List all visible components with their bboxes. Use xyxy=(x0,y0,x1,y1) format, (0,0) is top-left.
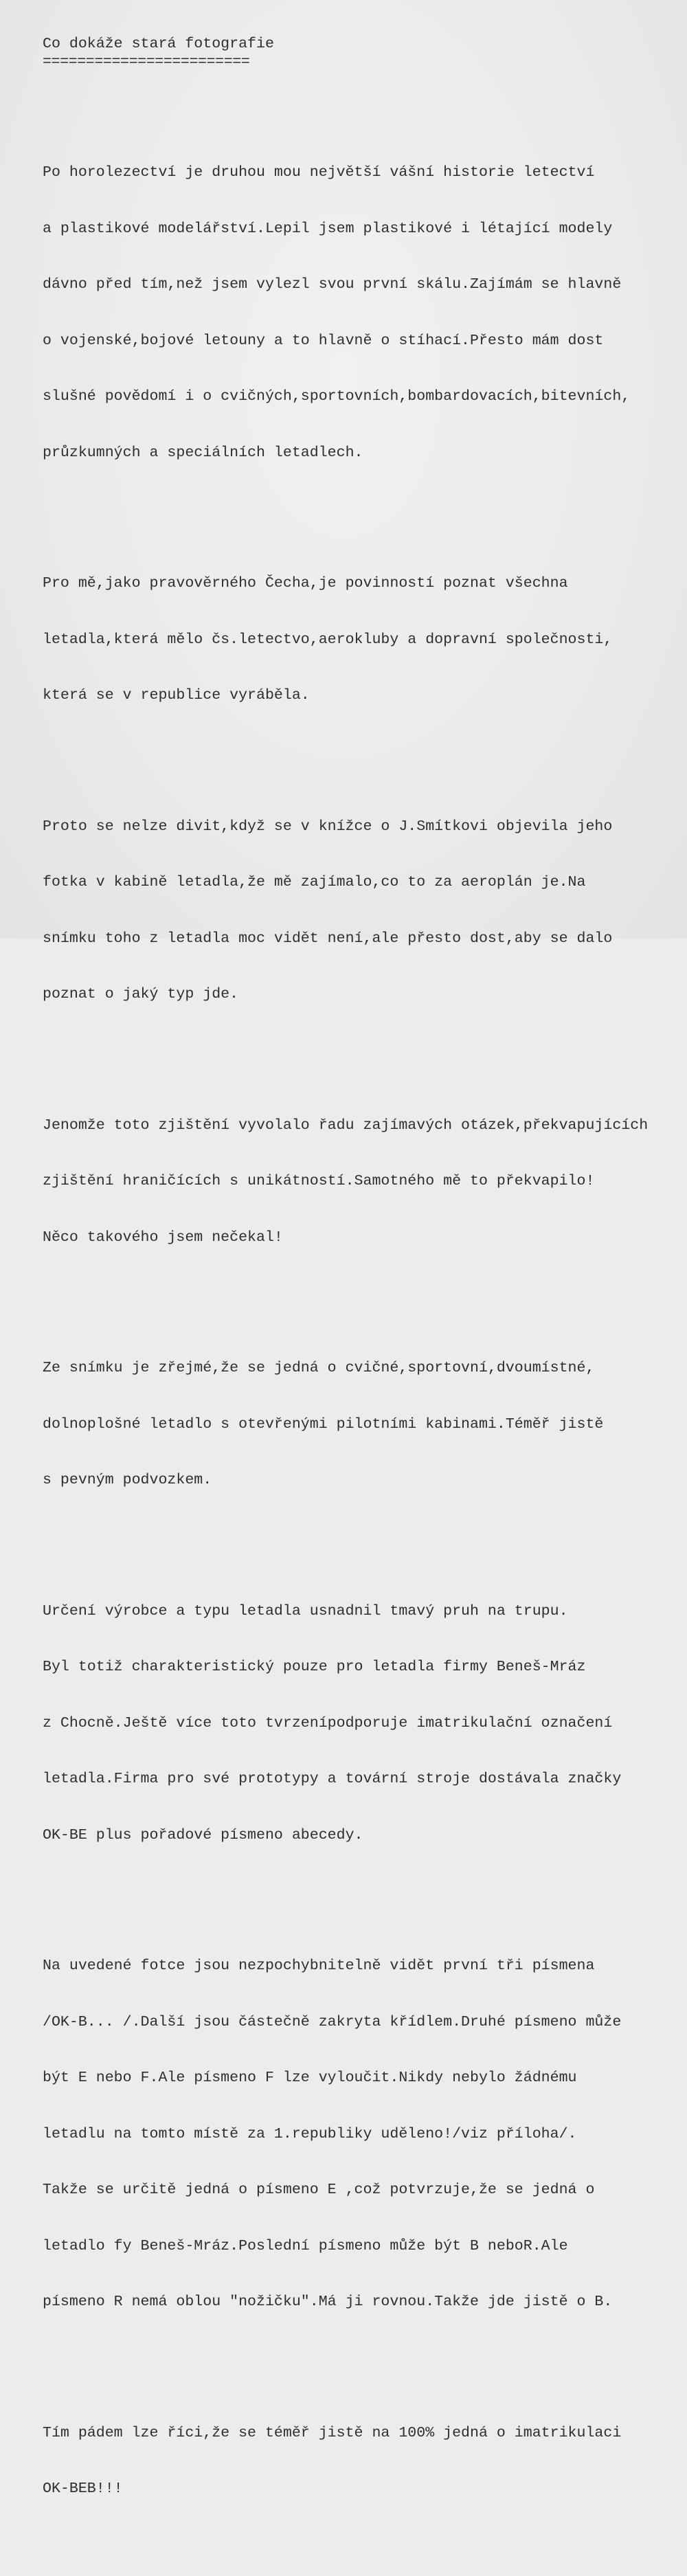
text-line: a plastikové modelářství.Lepil jsem plastikové i létající modely xyxy=(43,220,613,237)
text-line: dolnoplošné letadlo s otevřenými pilotními kabinami.Téměř jistě xyxy=(43,1415,604,1433)
text-line: být E nebo F.Ale písmeno F lze vyloučit.Nikdy nebylo žádnému xyxy=(43,2070,577,2086)
text-line: průzkumných a speciálních letadlech. xyxy=(43,444,363,461)
paragraph xyxy=(43,783,675,1040)
paragraph xyxy=(43,2389,675,2534)
text-line: Jenomže toto zjištění vyvolalo řadu zajímavých otázek,překvapujících xyxy=(43,1117,649,1134)
text-line: Takže se určitě jedná o písmeno E ,což potvrzuje,že se jedná o xyxy=(43,2182,595,2198)
text-line: poznat o jaký typ jde. xyxy=(43,986,239,1003)
text-line: OK-BE plus pořadové písmeno abecedy. xyxy=(43,1826,363,1844)
text-line: Tím pádem lze říci,že se téměř jistě na 100% jedná o imatrikulaci xyxy=(43,2424,622,2441)
text-line: Ze snímku je zřejmé,že se jedná o cvičné,sportovní,dvoumístné, xyxy=(43,1360,595,1376)
text-line: letadlo fy Beneš-Mráz.Poslední písmeno může být B neboR.Ale xyxy=(43,2237,568,2254)
text-line: letadla,která mělo čs.letectvo,aerokluby a dopravní společnosti, xyxy=(43,631,613,648)
page-title: Co dokáže stará fotografie xyxy=(43,36,274,52)
text-line: písmeno R nemá oblou "nožičku".Má ji rovnou.Takže jde jistě o B. xyxy=(43,2294,613,2310)
document-body xyxy=(43,96,675,2576)
paragraph xyxy=(43,128,675,497)
paragraph xyxy=(43,539,675,741)
text-line: Po horolezectví je druhou mou největší vášní historie letectví xyxy=(43,164,595,181)
text-line: letadlu na tomto místě za 1.republiky uděleno!/viz příloha/. xyxy=(43,2125,577,2142)
text-line: Určení výrobce a typu letadla usnadnil tmavý pruh na trupu. xyxy=(43,1602,568,1620)
text-line: Byl totiž charakteristický pouze pro letadla firmy Beneš-Mráz xyxy=(43,1659,586,1675)
paragraph xyxy=(43,1922,675,2347)
paragraph xyxy=(43,1567,675,1881)
paragraph xyxy=(43,1082,675,1283)
text-line: Na uvedené fotce jsou nezpochybnitelně vidět první tři písmena xyxy=(43,1958,595,1974)
text-line: fotka v kabině letadla,že mě zajímalo,co to za aeroplán je.Na xyxy=(43,874,586,891)
text-line: Proto se nelze divit,když se v knížce o J.Smítkovi objevila jeho xyxy=(43,818,613,835)
text-line: s pevným podvozkem. xyxy=(43,1472,212,1488)
text-line: která se v republice vyráběla. xyxy=(43,687,310,704)
text-line: OK-BEB!!! xyxy=(43,2480,123,2497)
title-underline: ======================== xyxy=(43,54,250,70)
text-line: /OK-B... /.Další jsou částečně zakryta křídlem.Druhé písmeno může xyxy=(43,2013,622,2030)
text-line: Pro mě,jako pravověrného Čecha,je povinností poznat všechna xyxy=(43,575,568,592)
text-line: o vojenské,bojové letouny a to hlavně o stíhací.Přesto mám dost xyxy=(43,332,604,349)
text-line: z Chocně.Ještě více toto tvrzenípodporuje imatrikulační označení xyxy=(43,1714,613,1732)
text-line: Něco takového jsem nečekal! xyxy=(43,1229,283,1246)
text-line: letadla.Firma pro své prototypy a tovární stroje dostávala značky xyxy=(43,1771,622,1787)
text-line: slušné povědomí i o cvičných,sportovních,bombardovacích,bitevních, xyxy=(43,388,631,405)
paragraph xyxy=(43,1324,675,1525)
text-line: zjištění hraničících s unikátností.Samotného mě to překvapilo! xyxy=(43,1173,595,1189)
text-line: dávno před tím,než jsem vylezl svou první skálu.Zajímám se hlavně xyxy=(43,276,622,293)
text-line: snímku toho z letadla moc vidět není,ale přesto dost,aby se dalo xyxy=(43,930,613,947)
